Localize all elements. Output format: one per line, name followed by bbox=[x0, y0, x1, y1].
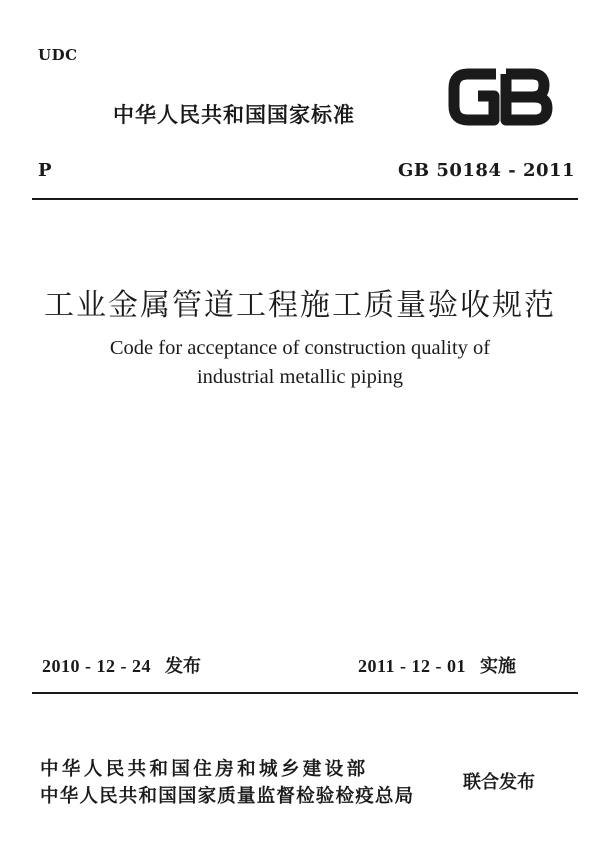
joint-issue-label: 联合发布 bbox=[463, 772, 535, 793]
implement-label: 实施 bbox=[480, 656, 516, 677]
top-rule bbox=[32, 198, 578, 200]
title-english bbox=[0, 334, 600, 392]
udc-label: UDC bbox=[38, 46, 78, 64]
standard-number: GB 50184 - 2011 bbox=[398, 160, 576, 181]
classification-code: P bbox=[38, 160, 52, 181]
national-standard-heading: 中华人民共和国国家标准 bbox=[113, 103, 355, 127]
implement-date: 2011 - 12 - 01 bbox=[358, 656, 466, 676]
implement-date-block bbox=[358, 652, 516, 678]
title-english-line2: industrial metallic piping bbox=[196, 366, 404, 388]
gb-logo bbox=[448, 66, 554, 128]
issue-date-block bbox=[42, 652, 201, 678]
issue-date: 2010 - 12 - 24 bbox=[42, 656, 151, 676]
title-english-line1: Code for acceptance of construction quality of bbox=[109, 337, 491, 359]
title-chinese: 工业金属管道工程施工质量验收规范 bbox=[44, 288, 556, 323]
issue-label: 发布 bbox=[165, 656, 201, 677]
publisher-line2: 中华人民共和国国家质量监督检验检疫总局 bbox=[40, 786, 415, 807]
publisher-line1: 中华人民共和国住房和城乡建设部 bbox=[40, 759, 369, 780]
bottom-rule bbox=[32, 692, 578, 694]
